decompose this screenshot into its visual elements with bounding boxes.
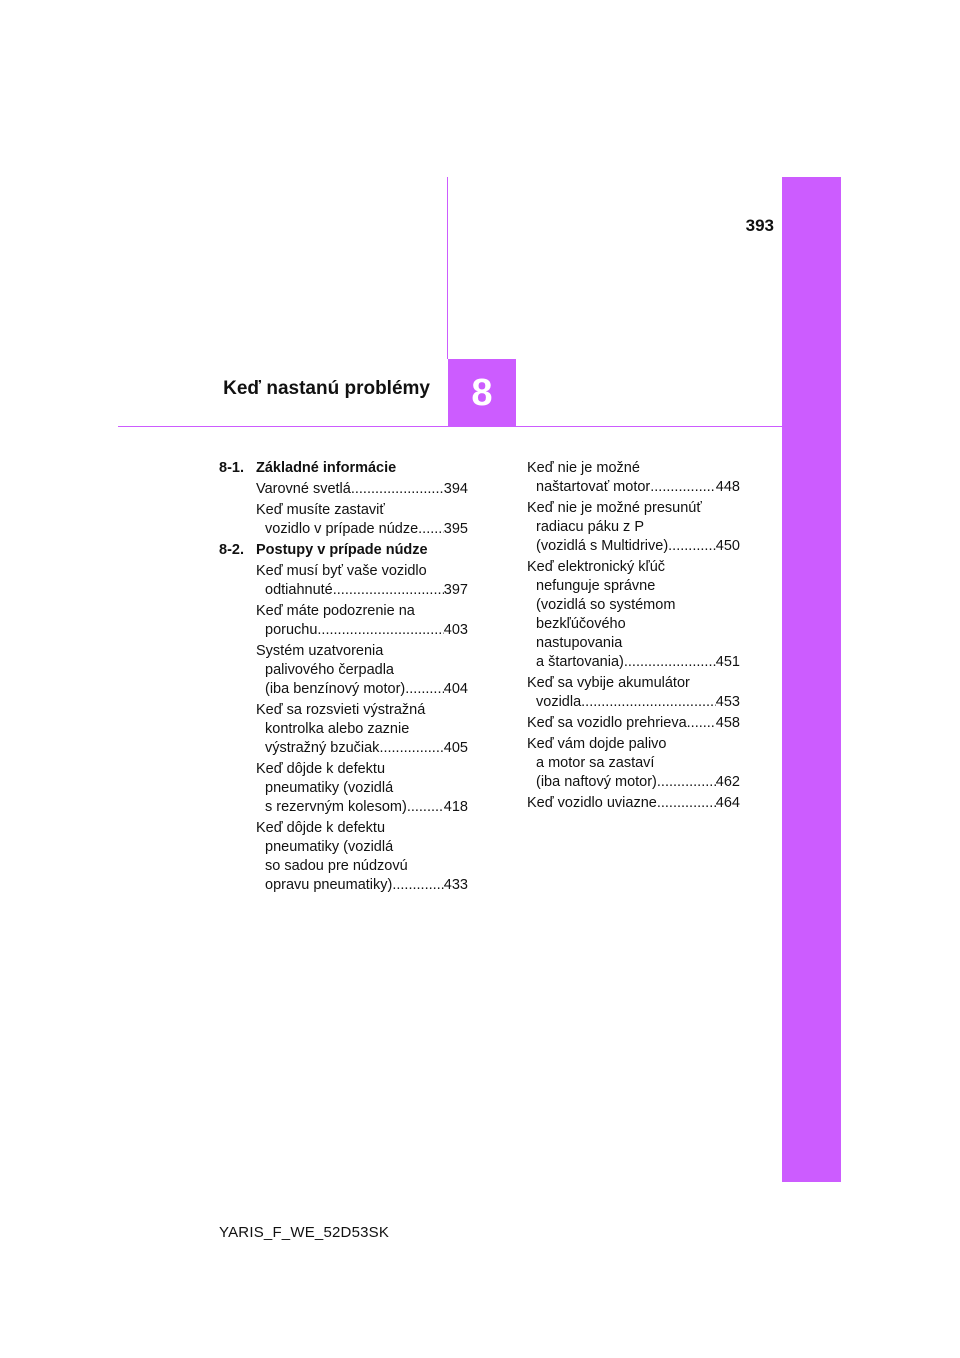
toc-entry-text: výstražný bzučiak: [265, 740, 380, 756]
toc-entry-text: Varovné svetlá: [256, 481, 351, 497]
document-code: YARIS_F_WE_52D53SK: [219, 1224, 390, 1241]
dot-leader: [405, 680, 444, 699]
toc-page-number: 404: [443, 681, 468, 697]
toc-entry[interactable]: [219, 501, 468, 539]
section-title: Postupy v prípade núdze: [256, 542, 428, 558]
toc-entry-text: a štartovania): [536, 654, 624, 670]
toc-entry-last-line: [527, 478, 740, 497]
toc-entry-text: Keď dôjde k defektu: [256, 761, 386, 777]
toc-page-number: 464: [715, 795, 740, 811]
toc-entry-text: pneumatiky (vozidlá: [265, 839, 394, 855]
toc-entry[interactable]: [527, 558, 740, 672]
page-number: 393: [745, 216, 774, 235]
toc-entry-last-line: [256, 680, 468, 699]
toc-page-number: 450: [715, 538, 740, 554]
toc-left-column: [219, 459, 468, 897]
toc-entry[interactable]: [219, 642, 468, 699]
toc-entry-text: Keď sa vybije akumulátor: [527, 675, 690, 691]
toc-entry-text: s rezervným kolesom): [265, 799, 407, 815]
dot-leader: [650, 478, 716, 497]
toc-entry-last-line: [256, 581, 468, 600]
toc-entry-last-line: [256, 480, 468, 499]
toc-right-column: [527, 459, 740, 815]
toc-page-number: 395: [443, 521, 468, 537]
toc-page-number: 433: [443, 877, 468, 893]
dot-leader: [317, 621, 443, 640]
dot-leader: [392, 876, 443, 895]
dot-leader: [657, 794, 716, 813]
dot-leader: [668, 537, 716, 556]
toc-entry[interactable]: [219, 760, 468, 817]
toc-entry-text: Keď musíte zastaviť: [256, 502, 385, 518]
chapter-number: 8: [471, 371, 493, 414]
toc-entry-text: (vozidlá so systémom: [536, 597, 676, 613]
toc-entry[interactable]: [219, 819, 468, 895]
chapter-side-tab: [782, 177, 841, 1182]
toc-page-number: 394: [443, 481, 468, 497]
toc-entry-text: so sadou pre núdzovú: [265, 858, 408, 874]
toc-entry-text: opravu pneumatiky): [265, 877, 393, 893]
toc-entry-text: Keď dôjde k defektu: [256, 820, 386, 836]
toc-entry-text: nastupovania: [536, 635, 623, 651]
toc-entry-text: Keď máte podozrenie na: [256, 603, 415, 619]
toc-entry-last-line: [527, 773, 740, 792]
toc-entry-text: naštartovať motor: [536, 479, 651, 495]
toc-entry-text: radiacu páku z P: [536, 519, 645, 535]
toc-entry-last-line: [527, 537, 740, 556]
toc-entry-text: nefunguje správne: [536, 578, 656, 594]
toc-entry[interactable]: [219, 602, 468, 640]
toc-entry-text: Keď sa vozidlo prehrieva: [527, 715, 687, 731]
dot-leader: [379, 739, 443, 758]
toc-entry-text: (iba naftový motor): [536, 774, 657, 790]
toc-entry[interactable]: [527, 499, 740, 556]
section-number: 8-2.: [219, 542, 244, 558]
toc-entry[interactable]: [219, 480, 468, 499]
toc-entry[interactable]: [527, 459, 740, 497]
toc-page-number: 462: [715, 774, 740, 790]
dot-leader: [407, 798, 444, 817]
toc-entry-last-line: [527, 794, 740, 813]
toc-entry-text: vozidla: [536, 694, 582, 710]
dot-leader: [418, 520, 444, 539]
dot-leader: [333, 581, 444, 600]
chapter-title: Keď nastanú problémy: [223, 378, 430, 399]
toc-entry-text: kontrolka alebo zaznie: [265, 721, 410, 737]
toc-entry-text: vozidlo v prípade núdze: [265, 521, 419, 537]
toc-entry-text: Keď sa rozsvieti výstražná: [256, 702, 426, 718]
section-number: 8-1.: [219, 460, 244, 476]
toc-entry-text: palivového čerpadla: [265, 662, 394, 678]
toc-entry-text: (iba benzínový motor): [265, 681, 406, 697]
section-heading: [219, 459, 468, 478]
toc-entry[interactable]: [527, 674, 740, 712]
toc-entry-text: pneumatiky (vozidlá: [265, 780, 394, 796]
toc-entry-text: Keď vám dojde palivo: [527, 736, 667, 752]
toc-page-number: 405: [443, 740, 468, 756]
toc-entry-text: odtiahnuté: [265, 582, 333, 598]
section-title: Základné informácie: [256, 460, 397, 476]
toc-entry[interactable]: [219, 701, 468, 758]
toc-page-number: 453: [715, 694, 740, 710]
dot-leader: [624, 653, 716, 672]
toc-entry[interactable]: [527, 714, 740, 733]
toc-entry-last-line: [527, 653, 740, 672]
section-heading: [219, 541, 468, 560]
toc-entry-text: Keď musí byť vaše vozidlo: [256, 563, 427, 579]
toc-entry-text: Systém uzatvorenia: [256, 643, 384, 659]
dot-leader: [581, 693, 716, 712]
toc-page-number: 451: [715, 654, 740, 670]
toc-entry-text: a motor sa zastaví: [536, 755, 655, 771]
toc-page-number: 458: [715, 715, 740, 731]
toc-entry-last-line: [256, 739, 468, 758]
toc-entry-text: bezkľúčového: [536, 616, 626, 632]
header-vertical-rule: [447, 177, 448, 359]
toc-entry-text: (vozidlá s Multidrive): [536, 538, 669, 554]
toc-entry-text: Keď elektronický kľúč: [527, 559, 666, 575]
toc-page-number: 403: [443, 622, 468, 638]
toc-entry-text: Keď nie je možné: [527, 460, 640, 476]
toc-entry[interactable]: [219, 562, 468, 600]
dot-leader: [657, 773, 716, 792]
toc-entry-text: poruchu: [265, 622, 318, 638]
toc-entry-last-line: [256, 876, 468, 895]
toc-entry-last-line: [527, 693, 740, 712]
dot-leader: [351, 480, 444, 499]
toc-page-number: 448: [715, 479, 740, 495]
toc-entry-text: Keď nie je možné presunúť: [527, 500, 702, 516]
toc-entry-last-line: [256, 798, 468, 817]
toc-page-number: 397: [443, 582, 468, 598]
toc-entry-last-line: [256, 520, 468, 539]
toc-entry-last-line: [527, 714, 740, 733]
toc-entry[interactable]: [527, 794, 740, 813]
chapter-number-badge: [448, 359, 516, 427]
dot-leader: [687, 714, 716, 733]
toc-entry-text: Keď vozidlo uviazne: [527, 795, 657, 811]
toc-entry[interactable]: [527, 735, 740, 792]
toc-page-number: 418: [443, 799, 468, 815]
toc-entry-last-line: [256, 621, 468, 640]
